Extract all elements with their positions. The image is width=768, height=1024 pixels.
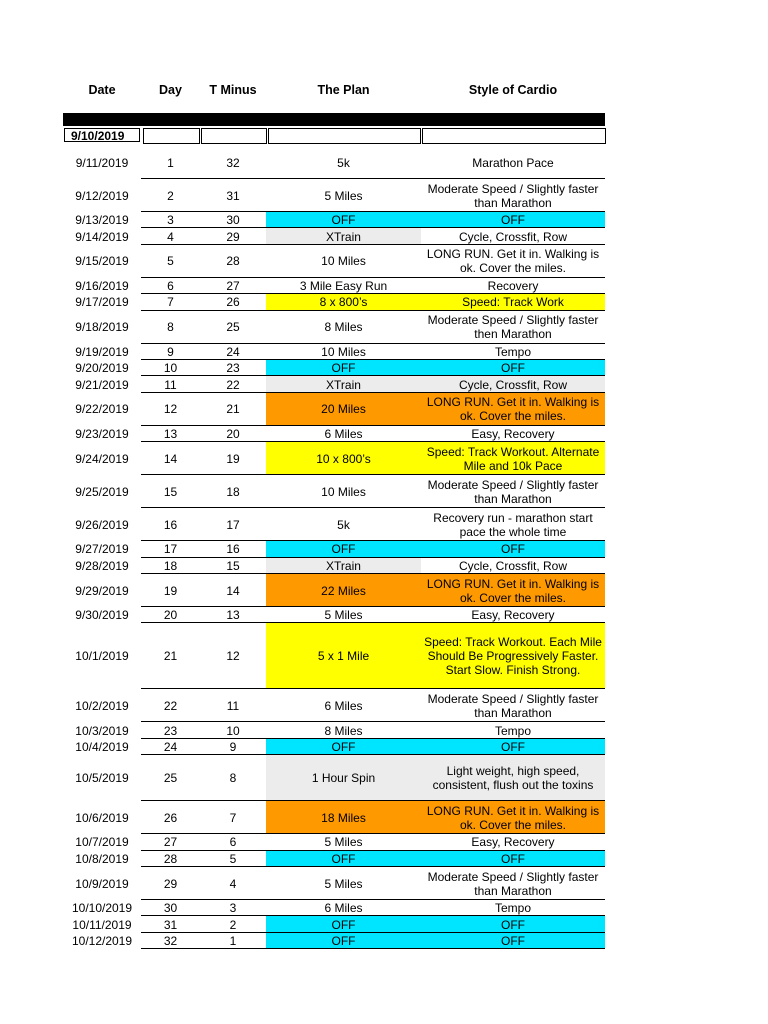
row-plan: 10 Miles — [321, 254, 366, 269]
row-style: LONG RUN. Get it in. Walking is ok. Cover the miles. — [421, 574, 605, 607]
row-plan: XTrain — [266, 558, 421, 574]
row-tminus: 3 — [229, 901, 237, 916]
row-day: 20 — [163, 608, 178, 623]
table-row — [0, 426, 768, 442]
row-style: OFF — [421, 212, 605, 228]
row-style: OFF — [421, 851, 605, 867]
row-date: 9/27/2019 — [75, 542, 129, 557]
table-row — [0, 212, 768, 228]
row-style: OFF — [421, 360, 605, 376]
table-row — [0, 916, 768, 932]
table-row — [0, 607, 768, 623]
table-row — [0, 376, 768, 392]
table-row — [0, 393, 768, 426]
first-row-day — [143, 128, 200, 144]
row-style: Speed: Track Work — [421, 294, 605, 310]
row-style: Light weight, high speed, consistent, flush out the toxins — [421, 755, 605, 801]
table-row — [0, 574, 768, 607]
row-tminus: 12 — [226, 649, 240, 664]
table-row — [0, 834, 768, 850]
row-tminus: 31 — [226, 188, 240, 203]
row-date: 9/30/2019 — [75, 608, 129, 623]
table-row — [0, 722, 768, 738]
row-date: 9/16/2019 — [75, 278, 129, 293]
table-row — [0, 867, 768, 900]
row-plan: 1 Hour Spin — [266, 755, 421, 801]
row-plan: 5k — [337, 155, 350, 170]
row-tminus: 25 — [226, 320, 240, 335]
row-day: 8 — [167, 320, 174, 335]
row-date: 10/7/2019 — [75, 835, 129, 850]
row-day: 12 — [163, 402, 178, 417]
row-style: LONG RUN. Get it in. Walking is ok. Cover the miles. — [421, 801, 605, 834]
row-style: Moderate Speed / Slightly faster than Marathon — [427, 869, 599, 898]
row-day: 11 — [164, 377, 177, 392]
row-day: 22 — [163, 698, 178, 713]
row-style: Speed: Track Workout. Alternate Mile and 10k Pace — [421, 442, 605, 475]
row-date: 9/26/2019 — [75, 517, 129, 532]
row-day: 7 — [167, 295, 174, 310]
row-day: 27 — [163, 835, 178, 850]
row-day: 18 — [163, 558, 178, 573]
row-date: 9/28/2019 — [75, 558, 129, 573]
row-day: 21 — [163, 649, 178, 664]
row-plan: 6 Miles — [324, 698, 363, 713]
table-row — [0, 294, 768, 310]
row-tminus: 9 — [229, 739, 237, 754]
row-date: 9/24/2019 — [75, 451, 129, 466]
row-style: Moderate Speed / Slightly faster than Marathon — [427, 691, 599, 720]
row-tminus: 4 — [229, 876, 237, 891]
row-plan: OFF — [266, 212, 421, 228]
row-tminus: 24 — [226, 344, 240, 359]
row-plan: 22 Miles — [266, 574, 421, 607]
row-tminus: 20 — [226, 426, 240, 441]
table-row — [0, 558, 768, 574]
row-style: Speed: Track Workout. Each Mile Should Be Progressively Faster. Start Slow. Finish Strong. — [421, 623, 605, 689]
row-plan: 5 Miles — [324, 876, 363, 891]
row-date: 10/4/2019 — [75, 739, 129, 754]
row-style: Moderate Speed / Slightly faster then Marathon — [427, 313, 599, 342]
header-day: Day — [159, 83, 182, 97]
row-style: OFF — [421, 916, 605, 932]
row-date: 9/22/2019 — [75, 402, 129, 417]
header-divider-bar — [63, 113, 605, 126]
row-plan: 5k — [337, 517, 350, 532]
table-row — [0, 755, 768, 801]
row-tminus: 28 — [226, 254, 240, 269]
row-tminus: 17 — [226, 517, 240, 532]
row-style: Moderate Speed / Slightly faster than Marathon — [427, 181, 599, 210]
row-tminus: 2 — [229, 917, 237, 932]
row-date: 9/17/2019 — [75, 295, 129, 310]
row-date: 10/9/2019 — [75, 876, 129, 891]
row-style: Tempo — [494, 723, 532, 738]
row-tminus: 11 — [226, 698, 240, 713]
table-row — [0, 245, 768, 278]
row-day: 23 — [163, 723, 178, 738]
row-tminus: 27 — [226, 278, 240, 293]
first-row-date: 9/10/2019 — [64, 128, 140, 142]
row-style: Moderate Speed / Slightly faster than Marathon — [427, 477, 599, 506]
row-tminus: 22 — [226, 377, 240, 392]
row-date: 10/3/2019 — [75, 723, 129, 738]
first-row-plan — [268, 128, 421, 144]
row-date: 10/2/2019 — [75, 698, 129, 713]
row-plan: 6 Miles — [324, 901, 363, 916]
row-style: OFF — [421, 541, 605, 557]
row-day: 29 — [163, 876, 178, 891]
row-day: 32 — [163, 933, 178, 948]
row-style: Cycle, Crossfit, Row — [458, 558, 568, 573]
row-day: 13 — [163, 426, 178, 441]
header-plan: The Plan — [317, 83, 370, 97]
table-row — [0, 179, 768, 212]
row-day: 30 — [163, 901, 178, 916]
row-day: 5 — [167, 254, 174, 269]
row-date: 9/18/2019 — [75, 320, 129, 335]
row-tminus: 16 — [226, 542, 240, 557]
header-tminus: T Minus — [209, 83, 257, 97]
table-row — [0, 360, 768, 376]
row-tminus: 1 — [229, 933, 237, 948]
row-style: Easy, Recovery — [471, 426, 555, 441]
row-day: 9 — [167, 344, 174, 359]
row-style: LONG RUN. Get it in. Walking is ok. Cover the miles. — [426, 247, 600, 276]
row-plan: 10 Miles — [321, 344, 366, 359]
row-date: 9/20/2019 — [75, 361, 129, 376]
row-day: 16 — [163, 517, 178, 532]
table-row — [0, 344, 768, 360]
row-day: 26 — [163, 810, 178, 825]
row-plan: XTrain — [266, 376, 421, 392]
row-plan: OFF — [266, 916, 421, 932]
row-plan: OFF — [266, 360, 421, 376]
row-style: OFF — [421, 933, 605, 949]
row-tminus: 26 — [226, 295, 240, 310]
row-date: 9/15/2019 — [75, 254, 129, 269]
table-row — [0, 541, 768, 557]
row-date: 9/21/2019 — [75, 377, 129, 392]
row-day: 3 — [167, 213, 174, 228]
row-tminus: 7 — [229, 810, 237, 825]
row-day: 31 — [163, 917, 178, 932]
table-row — [0, 146, 768, 179]
row-plan: 5 Miles — [324, 835, 363, 850]
row-plan: 8 Miles — [324, 320, 363, 335]
table-row — [0, 739, 768, 755]
row-style: Tempo — [494, 901, 532, 916]
row-tminus: 6 — [229, 835, 237, 850]
row-plan: OFF — [266, 933, 421, 949]
row-plan: 6 Miles — [324, 426, 363, 441]
row-date: 10/10/2019 — [71, 901, 133, 916]
row-day: 19 — [163, 583, 178, 598]
row-day: 28 — [163, 851, 178, 866]
row-date: 10/12/2019 — [71, 933, 133, 948]
row-tminus: 32 — [226, 155, 240, 170]
table-row — [0, 442, 768, 475]
row-date: 9/19/2019 — [75, 344, 129, 359]
row-style: Tempo — [494, 344, 532, 359]
row-plan: 20 Miles — [266, 393, 421, 426]
row-style: Recovery — [487, 278, 539, 293]
row-plan: 8 x 800’s — [266, 294, 421, 310]
row-date: 10/8/2019 — [75, 851, 129, 866]
row-day: 14 — [163, 451, 178, 466]
row-date: 9/25/2019 — [75, 484, 129, 499]
row-date: 9/29/2019 — [75, 583, 129, 598]
table-row — [0, 851, 768, 867]
row-day: 4 — [167, 229, 174, 244]
table-row — [0, 900, 768, 916]
row-style: LONG RUN. Get it in. Walking is ok. Cover the miles. — [421, 393, 605, 426]
row-plan: 5 Miles — [324, 188, 363, 203]
row-date: 9/14/2019 — [75, 229, 129, 244]
row-day: 25 — [163, 771, 178, 786]
table-row — [0, 623, 768, 689]
row-plan: OFF — [266, 541, 421, 557]
table-row — [0, 508, 768, 541]
row-day: 1 — [167, 155, 174, 170]
row-date: 9/11/2019 — [75, 155, 129, 170]
row-tminus: 21 — [226, 402, 240, 417]
row-divider — [141, 948, 605, 949]
row-day: 24 — [163, 739, 178, 754]
row-style: OFF — [421, 739, 605, 755]
row-date: 9/23/2019 — [75, 426, 129, 441]
row-day: 10 — [163, 361, 178, 376]
first-row-tminus — [201, 128, 267, 144]
row-plan: 18 Miles — [266, 801, 421, 834]
row-day: 15 — [163, 484, 178, 499]
row-plan: 5 Miles — [324, 608, 363, 623]
table-row — [0, 311, 768, 344]
row-plan: 3 Mile Easy Run — [299, 278, 388, 293]
row-tminus: 13 — [226, 608, 240, 623]
row-plan: 8 Miles — [324, 723, 363, 738]
row-day: 17 — [163, 542, 178, 557]
row-tminus: 19 — [226, 451, 240, 466]
row-plan: OFF — [266, 851, 421, 867]
row-plan: 10 Miles — [321, 484, 366, 499]
header-date: Date — [88, 83, 116, 97]
row-style: Easy, Recovery — [471, 608, 555, 623]
row-plan: XTrain — [266, 228, 421, 244]
row-tminus: 10 — [226, 723, 240, 738]
table-row — [0, 801, 768, 834]
row-style: Easy, Recovery — [471, 835, 555, 850]
row-date: 10/5/2019 — [75, 771, 129, 786]
row-tminus: 23 — [226, 361, 240, 376]
row-tminus: 29 — [226, 229, 240, 244]
row-tminus: 5 — [229, 851, 237, 866]
header-style: Style of Cardio — [468, 83, 558, 97]
row-tminus: 14 — [226, 583, 240, 598]
row-plan: 10 x 800’s — [266, 442, 421, 475]
row-date: 10/6/2019 — [75, 810, 129, 825]
row-day: 6 — [167, 278, 174, 293]
table-row — [0, 475, 768, 508]
row-date: 10/1/2019 — [75, 649, 129, 664]
row-day: 2 — [167, 188, 174, 203]
row-tminus: 15 — [226, 558, 240, 573]
row-style: Cycle, Crossfit, Row — [421, 376, 605, 392]
first-row-style — [422, 128, 606, 144]
row-plan: OFF — [266, 739, 421, 755]
row-style: Cycle, Crossfit, Row — [458, 229, 568, 244]
row-tminus: 8 — [229, 771, 237, 786]
table-row — [0, 228, 768, 244]
row-tminus: 18 — [226, 484, 240, 499]
table-row — [0, 689, 768, 722]
table-row — [0, 278, 768, 294]
table-row — [0, 933, 768, 949]
row-style: Recovery run - marathon start pace the whole time — [433, 510, 593, 539]
row-date: 10/11/2019 — [72, 917, 132, 932]
row-date: 9/13/2019 — [75, 213, 129, 228]
row-plan: 5 x 1 Mile — [266, 623, 421, 689]
row-style: Marathon Pace — [472, 155, 554, 170]
row-date: 9/12/2019 — [75, 188, 129, 203]
row-tminus: 30 — [226, 213, 240, 228]
